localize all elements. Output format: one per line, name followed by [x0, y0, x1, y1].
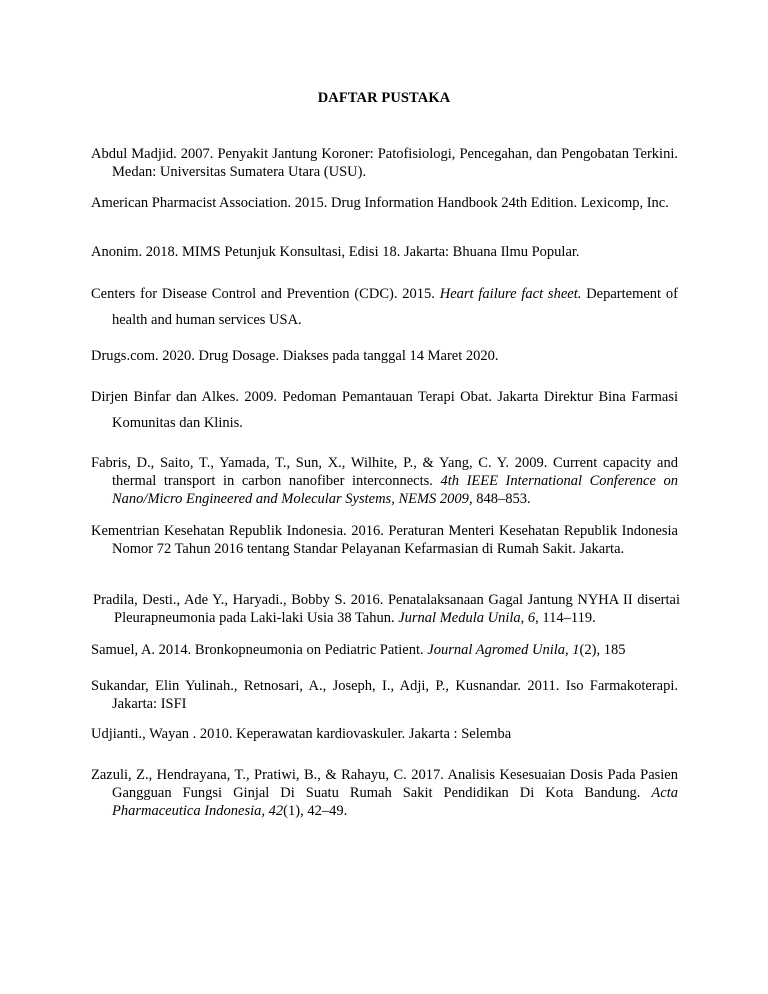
- reference-text: (2), 185: [579, 642, 626, 658]
- reference-anonim: [91, 243, 678, 261]
- reference-volume-italic: 6: [527, 610, 536, 626]
- reference-source-italic: Journal Agromed Unila: [427, 642, 566, 658]
- reference-text: Pradila, Desti., Ade Y., Haryadi., Bobby S. 2016. Penatalaksanaan Gagal Jantung NYHA II disertai Pleurapneumonia pada Laki-laki Usia 38 Tahun.: [93, 592, 680, 626]
- reference-text: Centers for Disease Control and Prevention (CDC). 2015.: [91, 286, 440, 302]
- reference-text: , 114–119.: [535, 610, 596, 626]
- reference-source-italic: Acta Pharmaceutica Indonesia: [112, 785, 678, 819]
- reference-dirjen-binfar: [91, 384, 678, 436]
- reference-sukandar: [91, 677, 678, 713]
- reference-samuel: [91, 641, 678, 659]
- reference-text: Fabris, D., Saito, T., Yamada, T., Sun, X., Wilhite, P., & Yang, C. Y. 2009. Current capacity and thermal transport in carbon nanofiber interconnects.: [91, 455, 678, 489]
- reference-source-italic: 4th IEEE International Conference on Nano/Micro Engineered and Molecular Systems, NEMS 2009: [112, 473, 678, 507]
- reference-text: ,: [520, 610, 528, 626]
- reference-volume-italic: 42: [268, 803, 284, 819]
- reference-fabris: [91, 454, 678, 508]
- reference-kemenkes: [91, 522, 678, 558]
- reference-pradila: [93, 591, 680, 627]
- reference-text: Kementrian Kesehatan Republik Indonesia. 2016. Peraturan Menteri Kesehatan Republik Indonesia Nomor 72 Tahun 2016 tentang Standar Pelayanan Kefarmasian di Rumah Sakit. Jakarta.: [91, 523, 678, 557]
- reference-text: Sukandar, Elin Yulinah., Retnosari, A., Joseph, I., Adji, P., Kusnandar. 2011. Iso Farmakoterapi. Jakarta: ISFI: [91, 678, 678, 712]
- reference-zazuli: [91, 766, 678, 820]
- reference-abdul-madjid: [91, 145, 678, 181]
- reference-udjianti: [91, 725, 678, 743]
- reference-title-italic: Heart failure fact sheet.: [439, 286, 582, 302]
- reference-text: American Pharmacist Association. 2015. Drug Information Handbook 24th Edition. Lexicomp, Inc.: [91, 195, 669, 211]
- reference-text: Samuel, A. 2014. Bronkopneumonia on Pediatric Patient.: [91, 642, 428, 658]
- reference-text: Departement of health and human services USA.: [112, 286, 678, 328]
- reference-text: , 848–853.: [468, 491, 531, 507]
- reference-text: Zazuli, Z., Hendrayana, T., Pratiwi, B., & Rahayu, C. 2017. Analisis Kesesuaian Dosis Pada Pasien Gangguan Fungsi Ginjal Di Suatu Rumah Sakit Pendidikan Di Kota Bandung.: [91, 767, 678, 801]
- reference-text: Drugs.com. 2020. Drug Dosage. Diakses pada tanggal 14 Maret 2020.: [91, 348, 499, 364]
- reference-text: Udjianti., Wayan . 2010. Keperawatan kardiovaskuler. Jakarta : Selemba: [91, 726, 512, 742]
- reference-volume-italic: 1: [572, 642, 580, 658]
- reference-text: ,: [261, 803, 269, 819]
- reference-text: Anonim. 2018. MIMS Petunjuk Konsultasi, Edisi 18. Jakarta: Bhuana Ilmu Popular.: [91, 244, 580, 260]
- reference-text: (1), 42–49.: [283, 803, 348, 819]
- page-title: DAFTAR PUSTAKA: [317, 90, 451, 106]
- reference-american-pharmacist: [91, 194, 678, 212]
- reference-cdc: [91, 281, 678, 333]
- reference-drugs-com: [91, 347, 678, 365]
- reference-text: ,: [565, 642, 573, 658]
- reference-source-italic: Jurnal Medula Unila: [398, 610, 521, 626]
- reference-text: Abdul Madjid. 2007. Penyakit Jantung Koroner: Patofisiologi, Pencegahan, dan Pengobatan Terkini. Medan: Universitas Sumatera Utara (USU).: [91, 146, 678, 180]
- reference-text: Dirjen Binfar dan Alkes. 2009. Pedoman Pemantauan Terapi Obat. Jakarta Direktur Bina Farmasi Komunitas dan Klinis.: [91, 389, 678, 431]
